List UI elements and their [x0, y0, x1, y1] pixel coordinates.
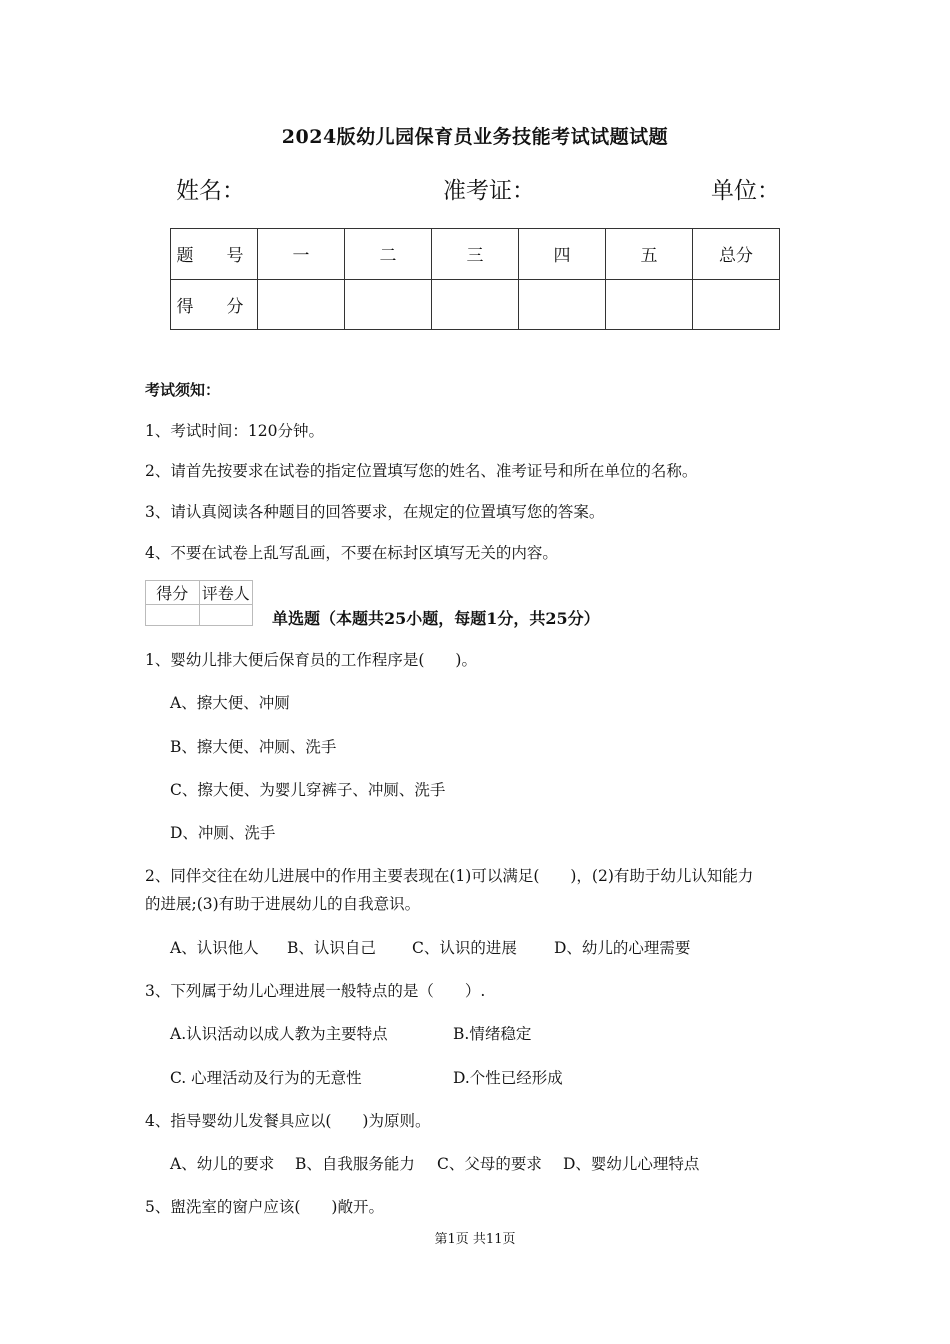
question-1-option-d[interactable]: D、冲厕、洗手 — [170, 824, 276, 842]
grader-box — [145, 580, 253, 626]
question-2-option-d[interactable]: D、幼儿的心理需要 — [554, 939, 691, 957]
page-title: 2024版幼儿园保育员业务技能考试试题试题 — [281, 126, 669, 148]
question-4-option-d[interactable]: D、婴幼儿心理特点 — [563, 1155, 700, 1173]
question-3-option-a[interactable]: A.认识活动以成人教为主要特点 — [170, 1025, 388, 1043]
question-2-stem-line2: 的进展;(3)有助于进展幼儿的自我意识。 — [145, 895, 421, 913]
score-row-label: 得 分 — [171, 279, 258, 330]
page-footer: 第1页 共11页 — [434, 1232, 516, 1247]
header-cell-1: 一 — [258, 229, 345, 280]
header-cell-5: 五 — [606, 229, 693, 280]
question-1-stem: 1、婴幼儿排大便后保育员的工作程序是( )。 — [145, 651, 477, 669]
header-cell-3: 三 — [432, 229, 519, 280]
question-2-stem-line1: 2、同伴交往在幼儿进展中的作用主要表现在(1)可以满足( )，(2)有助于幼儿认知能力 — [145, 867, 754, 885]
question-1-option-b[interactable]: B、擦大便、冲厕、洗手 — [170, 738, 337, 756]
notice-item: 2、请首先按要求在试卷的指定位置填写您的姓名、准考证号和所在单位的名称。 — [145, 462, 698, 480]
header-cell-label: 题 号 — [171, 229, 258, 280]
question-3-option-c[interactable]: C. 心理活动及行为的无意性 — [170, 1069, 362, 1087]
question-1-option-c[interactable]: C、擦大便、为婴儿穿裤子、冲厕、洗手 — [170, 781, 446, 799]
notice-item: 3、请认真阅读各种题目的回答要求，在规定的位置填写您的答案。 — [145, 503, 605, 521]
section-title: 单选题（本题共25小题，每题1分，共25分） — [272, 609, 600, 628]
grader-box-score-label: 得分 — [146, 581, 200, 605]
question-2-option-b[interactable]: B、认识自己 — [287, 939, 376, 957]
notice-title: 考试须知： — [145, 381, 221, 399]
score-cell-3[interactable] — [432, 279, 519, 330]
notice-item: 4、不要在试卷上乱写乱画，不要在标封区填写无关的内容。 — [145, 544, 558, 562]
header-cell-4: 四 — [519, 229, 606, 280]
score-table-header-row — [171, 229, 780, 280]
question-5-stem: 5、盥洗室的窗户应该( )敞开。 — [145, 1198, 384, 1216]
question-3-option-b[interactable]: B.情绪稳定 — [453, 1025, 532, 1043]
question-3-option-d[interactable]: D.个性已经形成 — [453, 1069, 563, 1087]
question-3-stem: 3、下列属于幼儿心理进展一般特点的是（ ）. — [145, 982, 486, 1000]
question-4-option-c[interactable]: C、父母的要求 — [437, 1155, 542, 1173]
question-2-option-a[interactable]: A、认识他人 — [170, 939, 259, 957]
score-cell-5[interactable] — [606, 279, 693, 330]
header-cell-total: 总分 — [693, 229, 780, 280]
question-4-stem: 4、指导婴幼儿发餐具应以( )为原则。 — [145, 1112, 431, 1130]
question-2-option-c[interactable]: C、认识的进展 — [412, 939, 517, 957]
score-cell-1[interactable] — [258, 279, 345, 330]
question-1-option-a[interactable]: A、擦大便、冲厕 — [170, 694, 290, 712]
score-cell-2[interactable] — [345, 279, 432, 330]
score-table — [170, 228, 780, 330]
grader-box-grader-cell[interactable] — [199, 605, 253, 626]
name-field-label: 姓名： — [176, 178, 245, 204]
grader-box-score-cell[interactable] — [146, 605, 200, 626]
unit-field-label: 单位： — [711, 178, 780, 204]
exam-id-field-label: 准考证： — [443, 178, 535, 204]
header-cell-2: 二 — [345, 229, 432, 280]
score-table-score-row — [171, 279, 780, 330]
question-4-option-b[interactable]: B、自我服务能力 — [295, 1155, 415, 1173]
grader-box-grader-label: 评卷人 — [199, 581, 253, 605]
notice-item: 1、考试时间：120分钟。 — [145, 422, 324, 440]
score-cell-4[interactable] — [519, 279, 606, 330]
question-4-option-a[interactable]: A、幼儿的要求 — [170, 1155, 275, 1173]
score-cell-total[interactable] — [693, 279, 780, 330]
